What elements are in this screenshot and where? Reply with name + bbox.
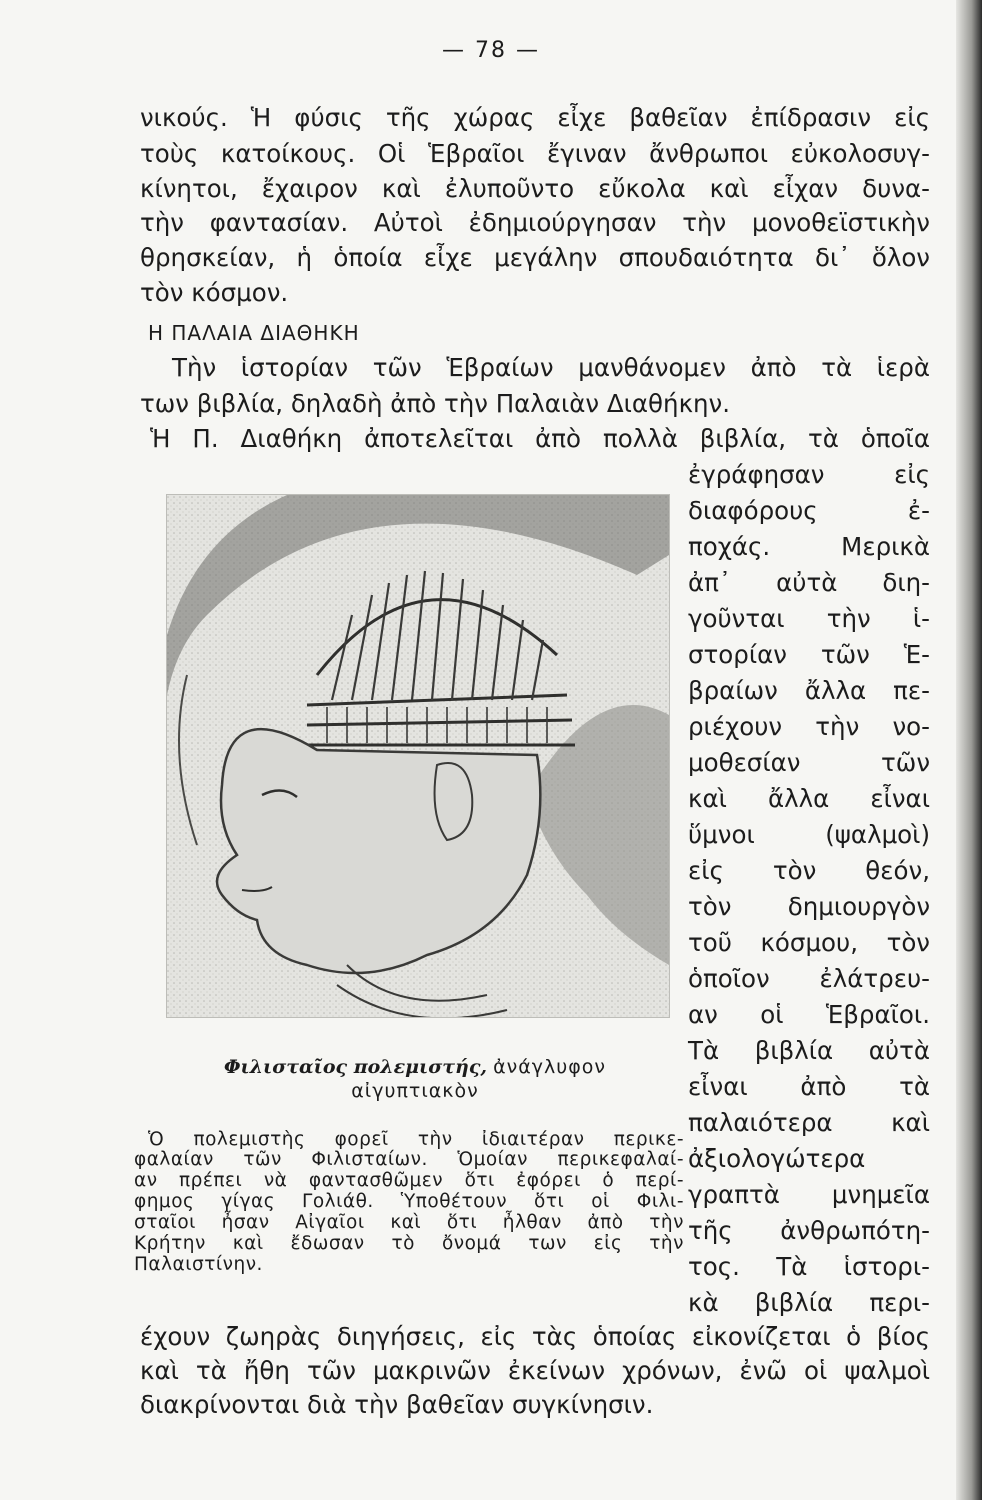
column-line: καὶ ἄλλα εἶναι [688, 784, 930, 813]
intro-line: τὸν κόσμον. [140, 278, 289, 307]
figure-caption-title [150, 1056, 680, 1078]
figure-note-line: σταῖοι ἦσαν Αἰγαῖοι καὶ ὅτι ἦλθαν ἀπὸ τὴν [134, 1212, 684, 1233]
column-line: μοθεσίαν τῶν [688, 748, 930, 777]
intro-line: τοὺς κατοίκους. Οἱ Ἑβραῖοι ἔγιναν ἄνθρωποι εὐκολοσυγ- [140, 139, 930, 168]
column-line: ἐγράφησαν εἰς [688, 460, 930, 489]
column-line: τος. Τὰ ἱστορι- [688, 1252, 930, 1281]
column-line: εἰς τὸν θεόν, [688, 856, 930, 885]
figure-note-line: Ὁ πολεμιστὴς φορεῖ τὴν ἰδιαιτέραν περικε- [148, 1129, 684, 1150]
column-line: τῆς ἀνθρωπότη- [688, 1216, 930, 1245]
column-line: ἀξιολογώτερα [688, 1144, 866, 1173]
column-line: κὰ βιβλία περι- [688, 1288, 930, 1317]
column-line: βραίων ἄλλα πε- [688, 676, 930, 705]
closing-line: διακρίνονται διὰ τὴν βαθεῖαν συγκίνησιν. [140, 1390, 654, 1419]
book-binding-edge [956, 0, 982, 1500]
figure-caption-title-main: Φιλισταῖος πολεμιστής, [223, 1056, 488, 1078]
column-line: στορίαν τῶν Ἑ- [688, 640, 930, 669]
column-line: Τὰ βιβλία αὐτὰ [688, 1036, 930, 1065]
column-line: ριέχουν τὴν νο- [688, 712, 930, 741]
column-line: αν οἱ Ἑβραῖοι. [688, 1000, 930, 1029]
column-line: ποχάς. Μερικὰ [688, 532, 930, 561]
closing-line: καὶ τὰ ἤθη τῶν μακρινῶν ἐκείνων χρόνων, ἐνῶ οἱ ψαλμοὶ [140, 1356, 930, 1385]
intro-line: τὴν φαντασίαν. Αὐτοὶ ἐδημιούργησαν τὴν μονοθεϊστικὴν [140, 208, 930, 237]
figure-note-line: αν πρέπει νὰ φαντασθῶμεν ὅτι ἐφόρει ὁ περί- [134, 1170, 684, 1191]
figure-note-line: φημος γίγας Γολιάθ. Ὑποθέτουν ὅτι οἱ Φιλι- [134, 1191, 684, 1212]
closing-line: έχουν ζωηρὰς διηγήσεις, εἰς τὰς ὁποίας εἰκονίζεται ὁ βίος [140, 1322, 930, 1351]
figure-note-line: Παλαιστίνην. [134, 1254, 263, 1275]
page-number: — 78 — [442, 38, 540, 63]
column-line: ὁποῖον ἐλάτρευ- [688, 964, 930, 993]
column-line: εἶναι ἀπὸ τὰ [688, 1072, 930, 1101]
section-heading: Η ΠΑΛΑΙΑ ΔΙΑΘΗΚΗ [148, 321, 360, 345]
intro-line: κίνητοι, ἔχαιρον καὶ ἐλυποῦντο εὔκολα καὶ εἶχαν δυνα- [140, 174, 930, 203]
column-line: ὕμνοι (ψαλμοὶ) [688, 820, 930, 849]
column-line: γοῦνται τὴν ἱ- [688, 604, 930, 633]
figure-note-line: Κρήτην καὶ ἔδωσαν τὸ ὄνομά των εἰς τὴν [134, 1233, 684, 1254]
figure-note-line: φαλαίαν τῶν Φιλισταίων. Ὁμοίαν περικεφαλαί- [134, 1149, 684, 1170]
column-line: διαφόρους ἐ- [688, 496, 930, 525]
section-line: Ἡ Π. Διαθήκη ἀποτελεῖται ἀπὸ πολλὰ βιβλία, τὰ ὁποῖα [150, 424, 930, 453]
intro-line: θρησκείαν, ἡ ὁποία εἶχε μεγάλην σπουδαιότητα δι᾽ ὅλον [140, 243, 930, 272]
figure-caption-title-rest: ἀνάγλυφον [493, 1056, 607, 1078]
figure-caption-subtitle: αἰγυπτιακὸν [351, 1080, 479, 1102]
section-line: Τὴν ἱστορίαν τῶν Ἑβραίων μανθάνομεν ἀπὸ τὰ ἱερὰ [172, 353, 930, 382]
column-line: γραπτὰ μνημεῖα [688, 1180, 930, 1209]
section-line: των βιβλία, δηλαδὴ ἀπὸ τὴν Παλαιὰν Διαθήκην. [140, 389, 731, 418]
column-line: παλαιότερα καὶ [688, 1108, 930, 1137]
column-line: ἀπ᾽ αὐτὰ διη- [688, 568, 930, 597]
philistine-warrior-relief-image [166, 494, 670, 1018]
column-line: τὸν δημιουργὸν [688, 892, 930, 921]
intro-line: νικούς. Ἡ φύσις τῆς χώρας εἶχε βαθεῖαν ἐπίδρασιν εἰς [140, 103, 930, 132]
column-line: τοῦ κόσμου, τὸν [688, 928, 930, 957]
